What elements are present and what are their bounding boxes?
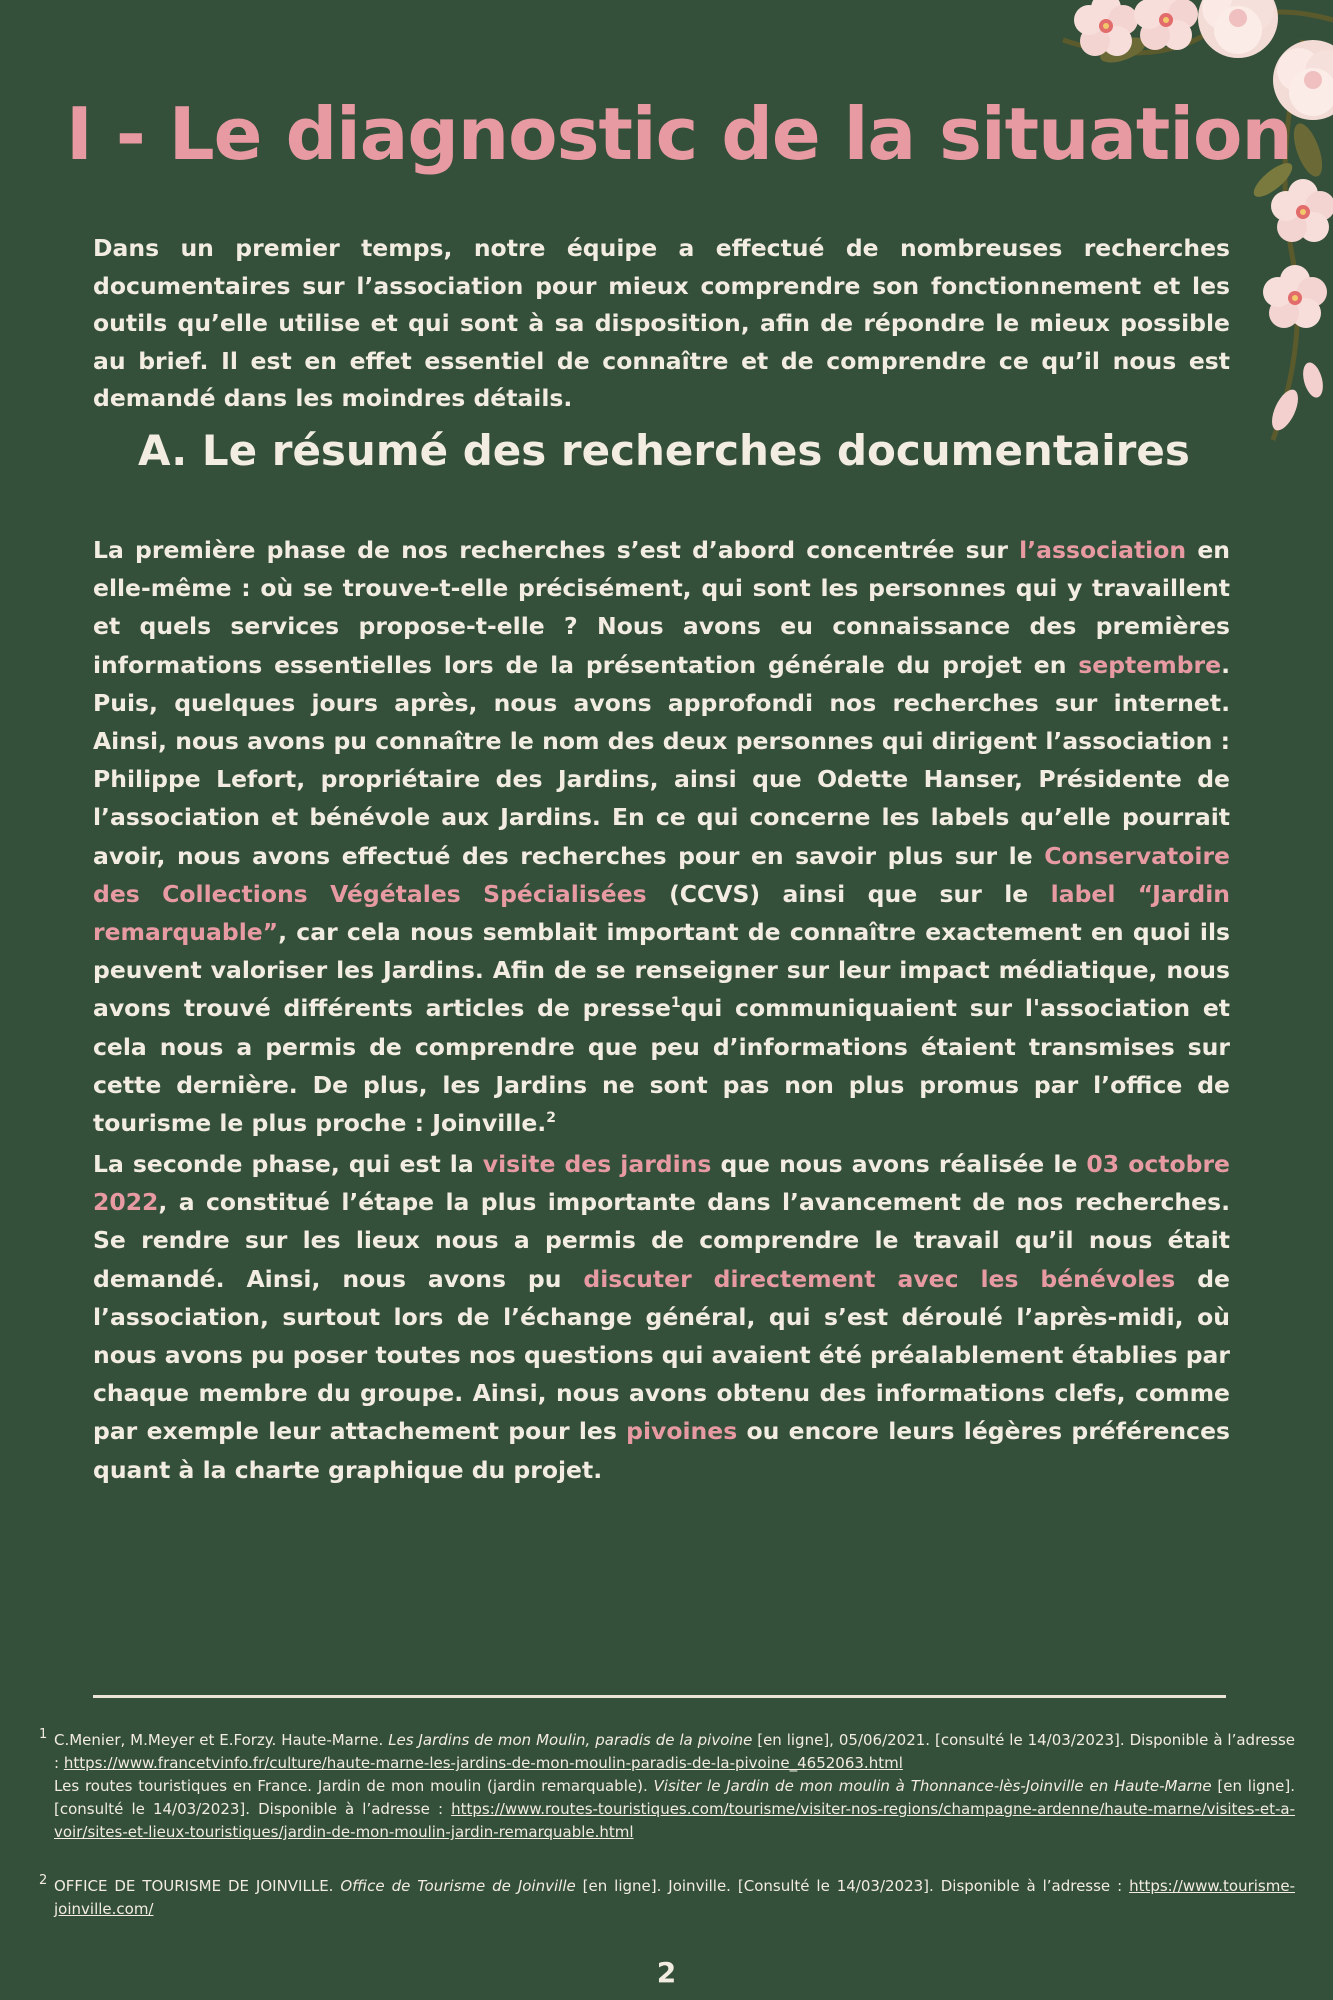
page-number: 2: [656, 1956, 677, 1989]
highlight-ccvs: Conservatoire des Collections Végétales Spécialisées: [93, 841, 1230, 908]
footnote-1-link-routes-touristiques[interactable]: https://www.routes-touristiques.com/tourisme/visiter-nos-regions/champagne-ardenne/haute-marne/visites-et-a-voir/sites-et-lieux-touristiques/jardin-de-mon-moulin-jardin-remarquable.html: [54, 1800, 1295, 1841]
footnote-2-number: 2: [39, 1873, 48, 1888]
intro-paragraph: Dans un premier temps, notre équipe a effectué de nombreuses recherches documentaires sur l’association pour mieux comprendre son fonctionnement et les outils qu’elle utilise et qui sont à sa disposition, afin de répondre le mieux possible au brief. Il est en effet essentiel de connaître et de comprendre ce qu’il nous est demandé dans les moindres détails.: [93, 234, 1230, 412]
footnote-divider: [93, 1695, 1226, 1698]
footnote-ref-1[interactable]: 1: [670, 995, 681, 1012]
highlight-pivoines: pivoines: [626, 1417, 738, 1446]
footnote-1-number: 1: [39, 1727, 48, 1742]
footnote-2: 2 OFFICE DE TOURISME DE JOINVILLE. Office de Tourisme de Joinville [en ligne]. Joinville. [Consulté le 14/03/2023]. Disponible à l’adresse : https://www.tourisme-joinville.com/: [54, 1875, 1295, 1921]
highlight-association: l’association: [1019, 536, 1187, 564]
highlight-date: 03 octobre 2022: [93, 1150, 1230, 1217]
highlight-visite: visite des jardins: [482, 1150, 712, 1178]
second-phase-paragraph: La seconde phase, qui est la visite des jardins que nous avons réalisée le 03 octobre 2022, a constitué l’étape la plus importante dans l’avancement de nos recherches. Se rendre sur les lieux nous a permis de comprendre le travail qu’il nous était demandé. Ainsi, nous avons pu discuter directement avec les bénévoles de l’association, surtout lors de l’échange général, qui s’est déroulé l’après-midi, où nous avons pu poser toutes nos questions qui avaient été préalablement établies par chaque membre du groupe. Ainsi, nous avons obtenu des informations clefs, comme par exemple leur attachement pour les pivoines ou encore leurs légères préférences quant à la charte graphique du projet.: [93, 1150, 1230, 1484]
footnote-1-link-francetvinfo[interactable]: https://www.francetvinfo.fr/culture/haute-marne-les-jardins-de-mon-moulin-paradis-de-la-pivoine_4652063.html: [63, 1754, 903, 1772]
section-a-heading: A. Le résumé des recherches documentaires: [138, 426, 1190, 475]
highlight-label: label “Jardin remarquable”: [93, 879, 1230, 947]
highlight-septembre: septembre: [1078, 650, 1222, 679]
page-title: I - Le diagnostic de la situation: [66, 92, 1292, 176]
footnote-2-link-tourisme-joinville[interactable]: https://www.tourisme-joinville.com/: [54, 1877, 1295, 1918]
footnote-ref-2[interactable]: 2: [546, 1110, 556, 1127]
footnote-1: 1 C.Menier, M.Meyer et E.Forzy. Haute-Marne. Les Jardins de mon Moulin, paradis de la pivoine [en ligne], 05/06/2021. [consulté le 14/03/2023]. Disponible à l’adresse : https://www.francetvinfo.fr/culture/haute-marne-les-jardins-de-mon-moulin-paradis-de-la-pivoine_4652063.html Les routes touristiques en France. Jardin de mon moulin (jardin remarquable). Visiter le Jardin de mon moulin à Thonnance-lès-Joinville en Haute-Marne [en ligne]. [consulté le 14/03/2023]. Disponible à l’adresse : https://www.routes-touristiques.com/tourisme/visiter-nos-regions/champagne-ardenne/haute-marne/visites-et-a-voir/sites-et-lieux-touristiques/jardin-de-mon-moulin-jardin-remarquable.html: [54, 1729, 1295, 1844]
first-phase-paragraph: La première phase de nos recherches s’est d’abord concentrée sur l’association en elle-même : où se trouve-t-elle précisément, qui sont les personnes qui y travaillent et quels services propose-t-elle ? Nous avons eu connaissance des premières informations essentielles lors de la présentation générale du projet en septembre. Puis, quelques jours après, nous avons approfondi nos recherches sur internet. Ainsi, nous avons pu connaître le nom des deux personnes qui dirigent l’association : Philippe Lefort, propriétaire des Jardins, ainsi que Odette Hanser, Présidente de l’association et bénévole aux Jardins. En ce qui concerne les labels qu’elle pourrait avoir, nous avons effectué des recherches pour en savoir plus sur le Conservatoire des Collections Végétales Spécialisées (CCVS) ainsi que sur le label “Jardin remarquable”, car cela nous semblait important de connaître exactement en quoi ils peuvent valoriser les Jardins. Afin de se renseigner sur leur impact médiatique, nous avons trouvé différents articles de presse$^1$qui communiquaient sur l'association et cela nous a permis de comprendre que peu d’informations étaient transmises sur cette dernière. De plus, les Jardins ne sont pas non plus promus par l’office de tourisme le plus proche : Joinville.$^2$: [93, 536, 1230, 1138]
highlight-benevoles: discuter directement avec les bénévoles: [583, 1264, 1176, 1293]
